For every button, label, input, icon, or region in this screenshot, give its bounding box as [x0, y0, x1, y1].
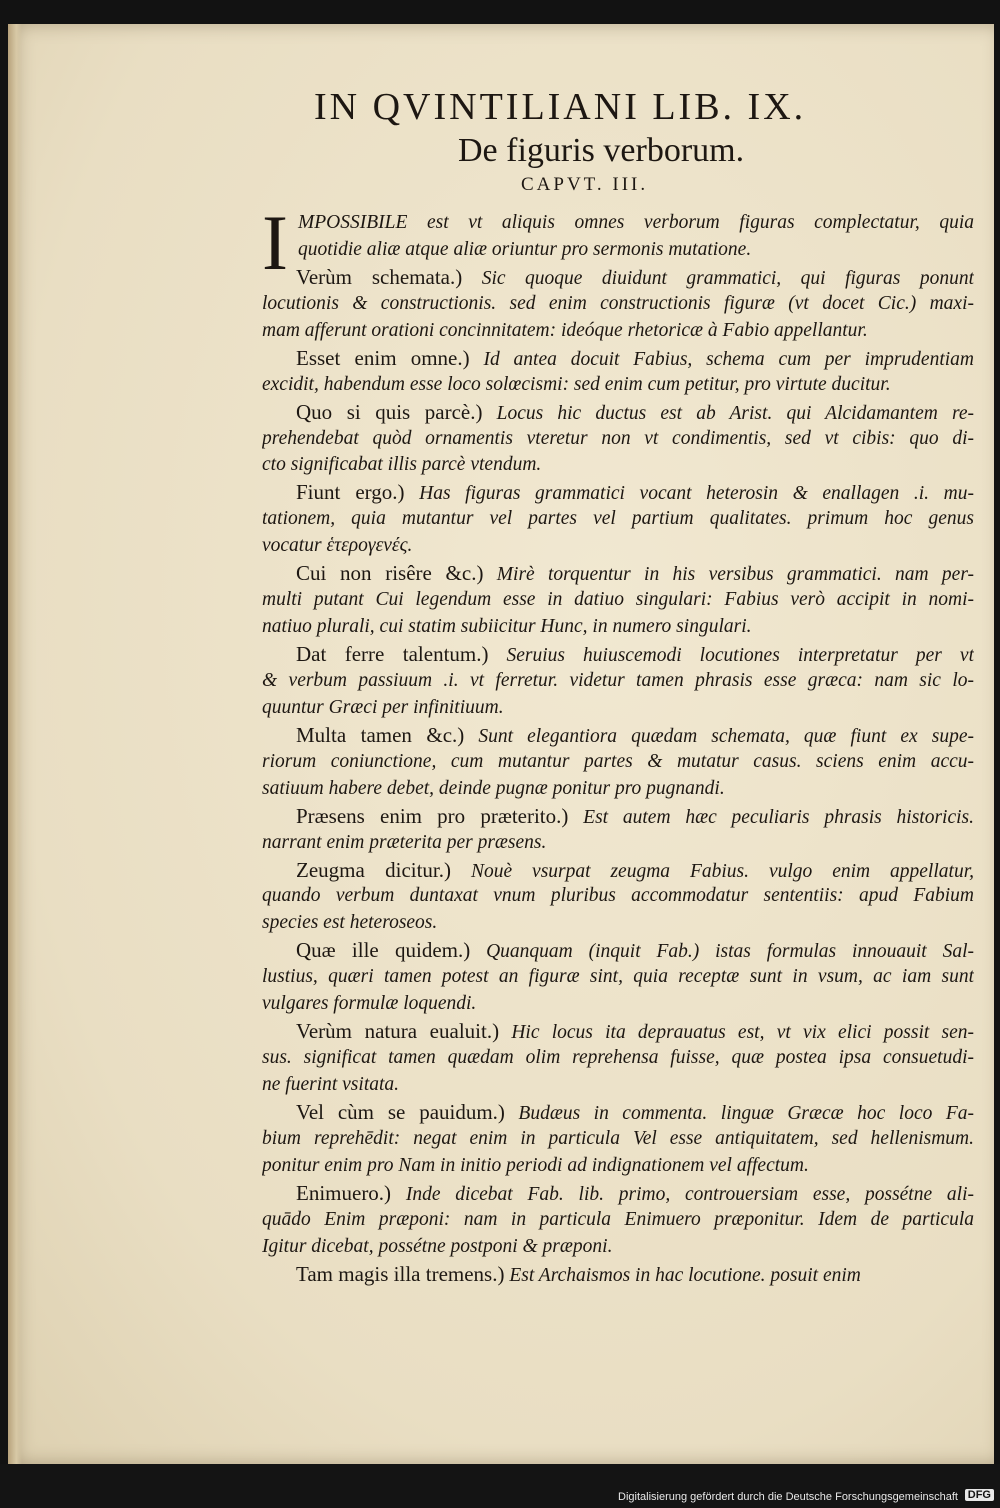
line-text: ponitur enim pro Nam in initio periodi ad indignationem vel affectum. — [262, 1154, 809, 1176]
text-line — [262, 614, 974, 641]
lemma: Esset enim omne.) — [296, 345, 470, 370]
commentary-text — [262, 199, 974, 1288]
text-line — [262, 991, 974, 1018]
text-line — [262, 695, 974, 722]
text-line — [262, 1207, 974, 1234]
lemma: Enimuero.) — [296, 1180, 392, 1205]
text-line — [262, 264, 974, 291]
line-text: & verbum passiuum .i. vt ferretur. videtur tamen phrasis esse græca: nam sic lo- — [262, 669, 974, 691]
text-line — [262, 668, 974, 695]
chapter-title: De figuris verborum. — [458, 132, 745, 169]
line-text: Quanquam (inquit Fab.) istas formulas innouauit Sal- — [470, 941, 974, 963]
text-line — [262, 372, 974, 399]
lemma: Verùm schemata.) — [296, 264, 463, 289]
text-line — [262, 426, 974, 453]
line-text: tationem, quia mutantur vel partes vel partium qualitates. primum hoc genus — [262, 508, 974, 530]
text-line — [262, 803, 974, 830]
text-line — [262, 1234, 974, 1261]
page-gutter — [8, 24, 22, 1464]
line-text: MPOSSIBILE est vt aliquis omnes verborum figuras complectatur, quia — [298, 212, 974, 233]
line-text: Nouè vsurpat zeugma Fabius. vulgo enim appellatur, — [451, 860, 974, 882]
line-text: sus. significat tamen quædam olim reprehensa fuisse, quæ postea ipsa consuetudi- — [262, 1047, 974, 1069]
line-text: excidit, habendum esse loco solœcismi: sed enim cum petitur, pro virtute ducitur. — [262, 373, 891, 395]
text-line — [262, 1018, 974, 1045]
text-line — [262, 587, 974, 614]
text-line — [262, 479, 974, 506]
line-text: vulgares formulæ loquendi. — [262, 993, 477, 1015]
dfg-logo-icon: DFG — [965, 1489, 994, 1501]
line-text: vocatur ἑτερογενές. — [262, 535, 413, 557]
text-line — [262, 937, 974, 964]
text-line — [262, 776, 974, 803]
line-text: Seruius huiuscemodi locutiones interpretatur per vt — [488, 645, 974, 666]
text-line — [262, 1180, 974, 1207]
line-text: Est autem hæc peculiaris phrasis historicis. — [568, 806, 974, 828]
lemma: Verùm natura eualuit.) — [296, 1019, 500, 1044]
line-text: Sunt elegantiora quædam schemata, quæ fiunt ex supe- — [464, 725, 974, 747]
line-text: Est Archaismos in hac locutione. posuit enim — [504, 1264, 861, 1286]
text-line — [262, 857, 974, 884]
running-head: IN QVINTILIANI LIB. IX. — [314, 86, 807, 128]
line-text: ne fuerint vsitata. — [262, 1074, 400, 1095]
line-text: quādo Enim præponi: nam in particula Enimuero præponitur. Idem de particula — [262, 1208, 974, 1230]
text-line — [262, 964, 974, 991]
line-text: mam afferunt orationi concinnitatem: ideóque rhetoricæ à Fabio appellantur. — [262, 319, 868, 341]
lemma: Tam magis illa tremens.) — [296, 1261, 505, 1286]
line-text: species est heteroseos. — [262, 912, 438, 934]
line-text: satiuum habere debet, deinde pugnæ ponitur pro pugnandi. — [262, 777, 725, 799]
text-line — [262, 560, 974, 587]
chapter-number: CAPVT. III. — [521, 174, 649, 195]
line-text: Mirè torquentur in his versibus grammatici. nam per- — [483, 564, 974, 586]
line-text: cto significabat illis parcè vtendum. — [262, 454, 542, 476]
text-line — [262, 318, 974, 345]
lemma: Multa tamen &c.) — [296, 722, 465, 747]
text-line — [262, 1045, 974, 1072]
line-text: Locus hic ductus est ab Arist. qui Alcidamantem re- — [482, 402, 974, 424]
text-line — [262, 830, 974, 857]
lemma: Vel cùm se pauidum.) — [296, 1099, 505, 1124]
line-text: bium reprehēdit: negat enim in particula Vel esse antiquitatem, sed hellenismum. — [262, 1127, 974, 1149]
text-line — [262, 1261, 974, 1288]
text-line — [262, 291, 974, 318]
line-text: Hic locus ita deprauatus est, vt vix elici possit sen- — [499, 1022, 974, 1044]
text-line — [262, 1126, 974, 1153]
line-text: Igitur dicebat, possétne postponi & præponi. — [262, 1235, 613, 1257]
text-line — [262, 749, 974, 776]
text-line — [262, 722, 974, 749]
lemma: Zeugma dicitur.) — [296, 857, 452, 882]
lemma: Quæ ille quidem.) — [296, 938, 471, 963]
text-line — [262, 210, 974, 237]
lemma: Quo si quis parcè.) — [296, 399, 483, 424]
lemma: Cui non risêre &c.) — [296, 561, 484, 586]
text-line — [262, 910, 974, 937]
line-text: prehendebat quòd ornamentis vteretur non vt condimentis, sed vt cibis: quo di- — [262, 427, 974, 449]
line-text: quando verbum duntaxat vnum pluribus accommodatur sententiis: apud Fabium — [262, 885, 974, 907]
text-line — [262, 533, 974, 560]
lemma: Præsens enim pro præterito.) — [296, 803, 569, 828]
line-text: multi putant Cui legendum esse in datiuo singulari: Fabius verò accipit in nomi- — [262, 589, 974, 611]
text-line — [262, 1072, 974, 1099]
line-text: quotidie aliæ atque aliæ oriuntur pro sermonis mutatione. — [298, 238, 752, 260]
lemma: Fiunt ergo.) — [296, 480, 405, 505]
text-line — [262, 883, 974, 910]
text-line — [262, 641, 974, 668]
text-line — [262, 399, 974, 426]
line-text: Sic quoque diuidunt grammatici, qui figuras ponunt — [462, 267, 974, 289]
line-text: riorum coniunctione, cum mutantur partes & mutatur casus. sciens enim accu- — [262, 750, 974, 772]
line-text: natiuo plurali, cui statim subiicitur Hunc, in numero singulari. — [262, 616, 752, 638]
line-text: Budæus in commenta. linguæ Græcæ hoc loco Fa- — [504, 1102, 974, 1124]
text-line — [262, 237, 974, 264]
text-line — [262, 1153, 974, 1180]
drop-initial: I — [262, 199, 288, 286]
text-line — [262, 452, 974, 479]
text-line — [262, 345, 974, 372]
funding-credit: Digitalisierung gefördert durch die Deutsche Forschungsgemeinschaft — [618, 1491, 958, 1503]
text-line — [262, 1099, 974, 1126]
lemma: Dat ferre talentum.) — [296, 642, 489, 666]
line-text: quuntur Græci per infinitiuum. — [262, 696, 504, 718]
text-line — [262, 506, 974, 533]
line-text: Id antea docuit Fabius, schema cum per imprudentiam — [469, 348, 974, 370]
line-text: Has figuras grammatici vocant heterosin & enallagen .i. mu- — [404, 483, 974, 505]
line-text: lustius, quæri tamen potest an figuræ sint, quia receptæ sunt in vsum, ac iam sunt — [262, 966, 974, 988]
line-text: Inde dicebat Fab. lib. primo, controuersiam esse, possétne ali- — [391, 1183, 974, 1205]
line-text: narrant enim præterita per præsens. — [262, 831, 547, 853]
line-text: locutionis & constructionis. sed enim constructionis figuræ (vt docet Cic.) maxi- — [262, 292, 974, 314]
